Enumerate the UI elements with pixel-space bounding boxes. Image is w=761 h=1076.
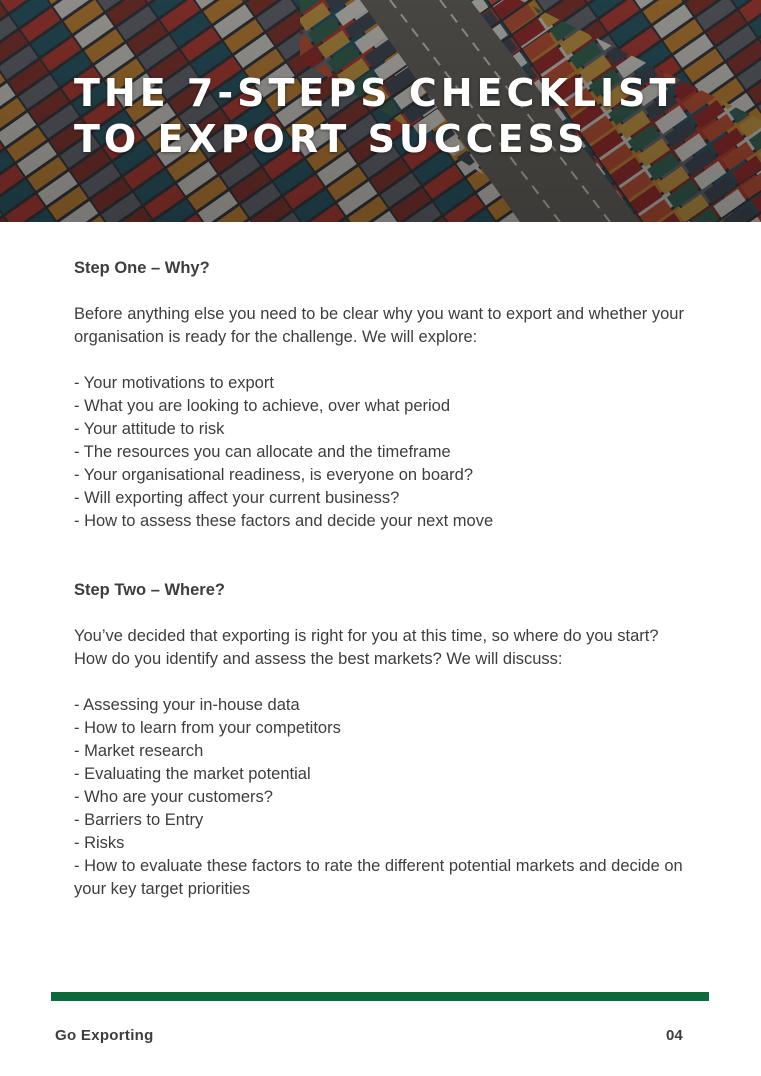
page-number: 04 <box>666 1027 683 1044</box>
hero-banner <box>0 0 761 222</box>
step-two-heading: Step Two – Where? <box>74 581 225 599</box>
list-item: - How to evaluate these factors to rate the different potential markets and decide on your key target priorities <box>74 857 683 898</box>
list-item: - Your attitude to risk <box>74 420 225 438</box>
list-item: - Your organisational readiness, is everyone on board? <box>74 466 474 484</box>
footer-divider <box>51 992 709 1001</box>
list-item: - What you are looking to achieve, over what period <box>74 397 451 415</box>
step-one-section <box>74 257 694 533</box>
footer-brand: Go Exporting <box>55 1027 154 1044</box>
list-item: - Assessing your in-house data <box>74 696 300 714</box>
step-one-intro: Before anything else you need to be clear why you want to export and whether your organisation is ready for the challenge. We will explore: <box>74 305 684 346</box>
list-item: - How to learn from your competitors <box>74 719 341 737</box>
list-item: - Evaluating the market potential <box>74 765 311 783</box>
list-item: - Who are your customers? <box>74 788 273 806</box>
list-item: - How to assess these factors and decide your next move <box>74 512 494 530</box>
list-item: - Barriers to Entry <box>74 811 204 829</box>
list-item: - The resources you can allocate and the timeframe <box>74 443 451 461</box>
page-title: THE 7-STEPS CHECKLIST TO EXPORT SUCCESS <box>74 71 680 161</box>
list-item: - Your motivations to export <box>74 374 274 392</box>
step-two-section <box>74 579 694 901</box>
list-item: - Market research <box>74 742 204 760</box>
step-one-list <box>74 372 694 533</box>
step-one-heading: Step One – Why? <box>74 259 210 277</box>
list-item: - Risks <box>74 834 125 852</box>
list-item: - Will exporting affect your current business? <box>74 489 400 507</box>
step-two-intro: You’ve decided that exporting is right for you at this time, so where do you start? How do you identify and assess the best markets? We will discuss: <box>74 627 659 668</box>
main-content <box>74 257 694 901</box>
step-two-list <box>74 694 694 901</box>
